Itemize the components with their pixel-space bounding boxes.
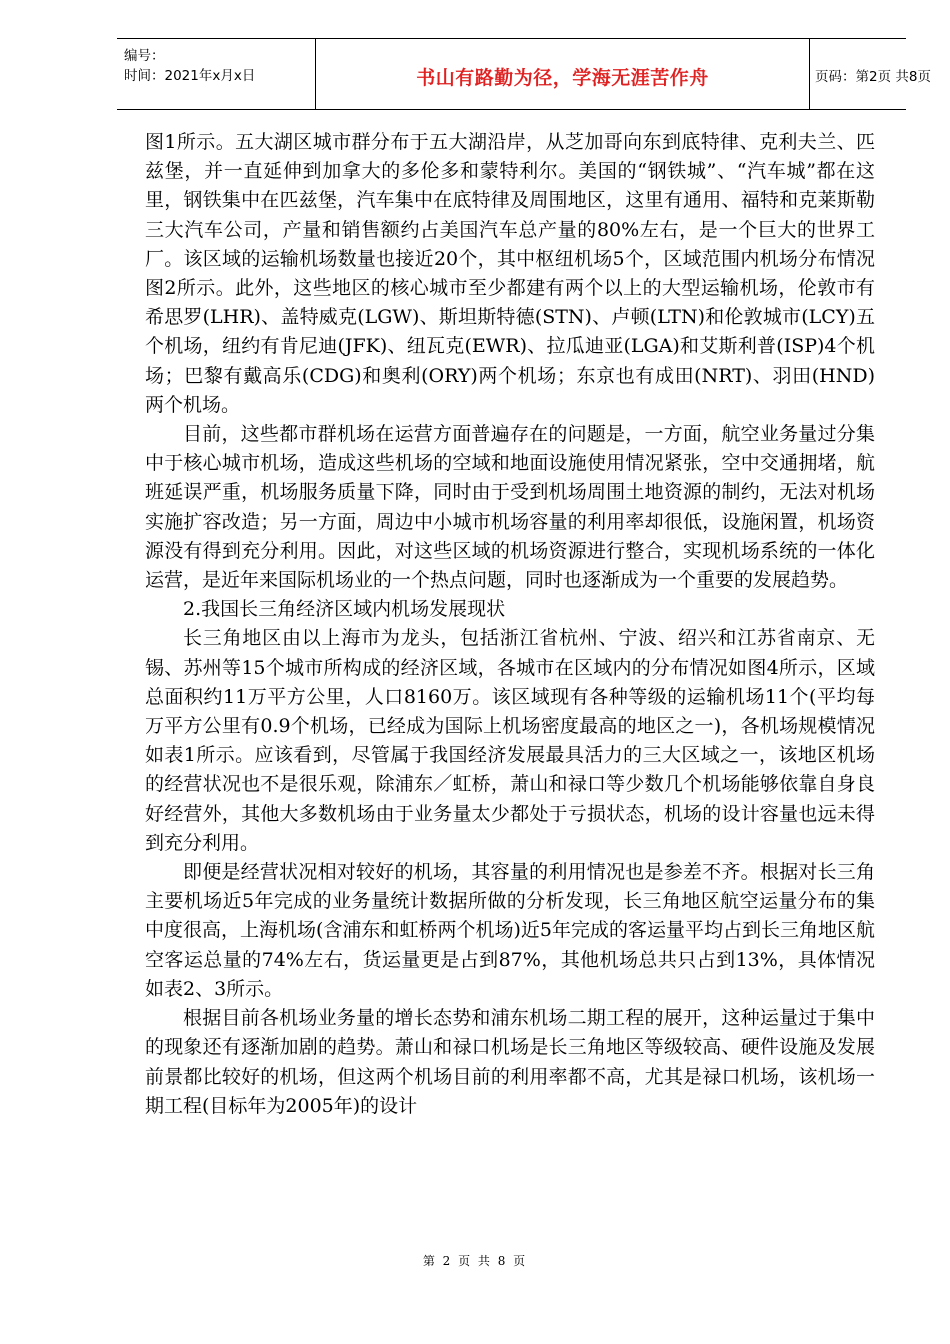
paragraph: 即便是经营状况相对较好的机场，其容量的利用情况也是参差不齐。根据对长三角主要机场近5年完成的业务量统计数据所做的分析发现，长三角地区航空运量分布的集中度很高，上海机场(含浦东和虹桥两个机场)近5年完成的客运量平均占到长三角地区航空客运总量的74%左右，货运量更是占到87%，其他机场总共只占到13%，具体情况如表2、3所示。 [145, 861, 875, 1000]
paragraph: 根据目前各机场业务量的增长态势和浦东机场二期工程的展开，这种运量过于集中的现象还有逐渐加剧的趋势。萧山和禄口机场是长三角地区等级较高、硬件设施及发展前景都比较好的机场，但这两个机场目前的利用率都不高，尤其是禄口机场，该机场一期工程(目标年为2005年)的设计 [145, 1007, 875, 1117]
header-page-number: 页码：第2页 共8页 [815, 69, 931, 85]
document-number-label: 编号： [124, 48, 165, 64]
paragraph: 长三角地区由以上海市为龙头，包括浙江省杭州、宁波、绍兴和江苏省南京、无锡、苏州等15个城市所构成的经济区域，各城市在区域内的分布情况如图4所示，区域总面积约11万平方公里，人口8160万。该区域现有各种等级的运输机场11个(平均每万平方公里有0.9个机场，已经成为国际上机场密度最高的地区之一)，各机场规模情况如表1所示。应该看到，尽管属于我国经济发展最具活力的三大区域之一，该地区机场的经营状况也不是很乐观，除浦东／虹桥，萧山和禄口等少数几个机场能够依靠自身良好经营外，其他大多数机场由于业务量太少都处于亏损状态，机场的设计容量也远未得到充分利用。 [145, 627, 875, 854]
header-page-cell [809, 39, 931, 109]
body-text [145, 128, 875, 1121]
paragraph: 图1所示。五大湖区城市群分布于五大湖沿岸，从芝加哥向东到底特律、克利夫兰、匹兹堡，并一直延伸到加拿大的多伦多和蒙特利尔。美国的“钢铁城”、“汽车城”都在这里，钢铁集中在匹兹堡，汽车集中在底特律及周围地区，这里有通用、福特和克莱斯勒三大汽车公司，产量和销售额约占美国汽车总产量的80%左右，是一个巨大的世界工厂。该区域的运输机场数量也接近20个，其中枢纽机场5个，区域范围内机场分布情况图2所示。此外，这些地区的核心城市至少都建有两个以上的大型运输机场，伦敦市有希思罗(LHR)、盖特威克(LGW)、斯坦斯特德(STN)、卢顿(LTN)和伦敦城市(LCY)五个机场，纽约有肯尼迪(JFK)、纽瓦克(EWR)、拉瓜迪亚(LGA)和艾斯利普(ISP)4个机场；巴黎有戴高乐(CDG)和奥利(ORY)两个机场；东京也有成田(NRT)、羽田(HND)两个机场。 [145, 131, 875, 416]
page-footer: 第 2 页 共 8 页 [422, 1254, 528, 1268]
section-heading: 2.我国长三角经济区域内机场发展现状 [183, 598, 506, 621]
page-header [117, 38, 931, 110]
paragraph: 目前，这些都市群机场在运营方面普遍存在的问题是，一方面，航空业务量过分集中于核心城市机场，造成这些机场的空域和地面设施使用情况紧张，空中交通拥堵，航班延误严重，机场服务质量下降，同时由于受到机场周围土地资源的制约，无法对机场实施扩容改造；另一方面，周边中小城市机场容量的利用率却很低，设施闲置，机场资源没有得到充分利用。因此，对这些区域的机场资源进行整合，实现机场系统的一体化运营，是近年来国际机场业的一个热点问题，同时也逐渐成为一个重要的发展趋势。 [145, 423, 875, 592]
header-motto: 书山有路勤为径，学海无涯苦作舟 [416, 67, 709, 89]
header-motto-cell [315, 39, 810, 109]
document-time-label: 时间：2021年x月x日 [124, 68, 256, 84]
header-meta-cell [117, 39, 315, 109]
